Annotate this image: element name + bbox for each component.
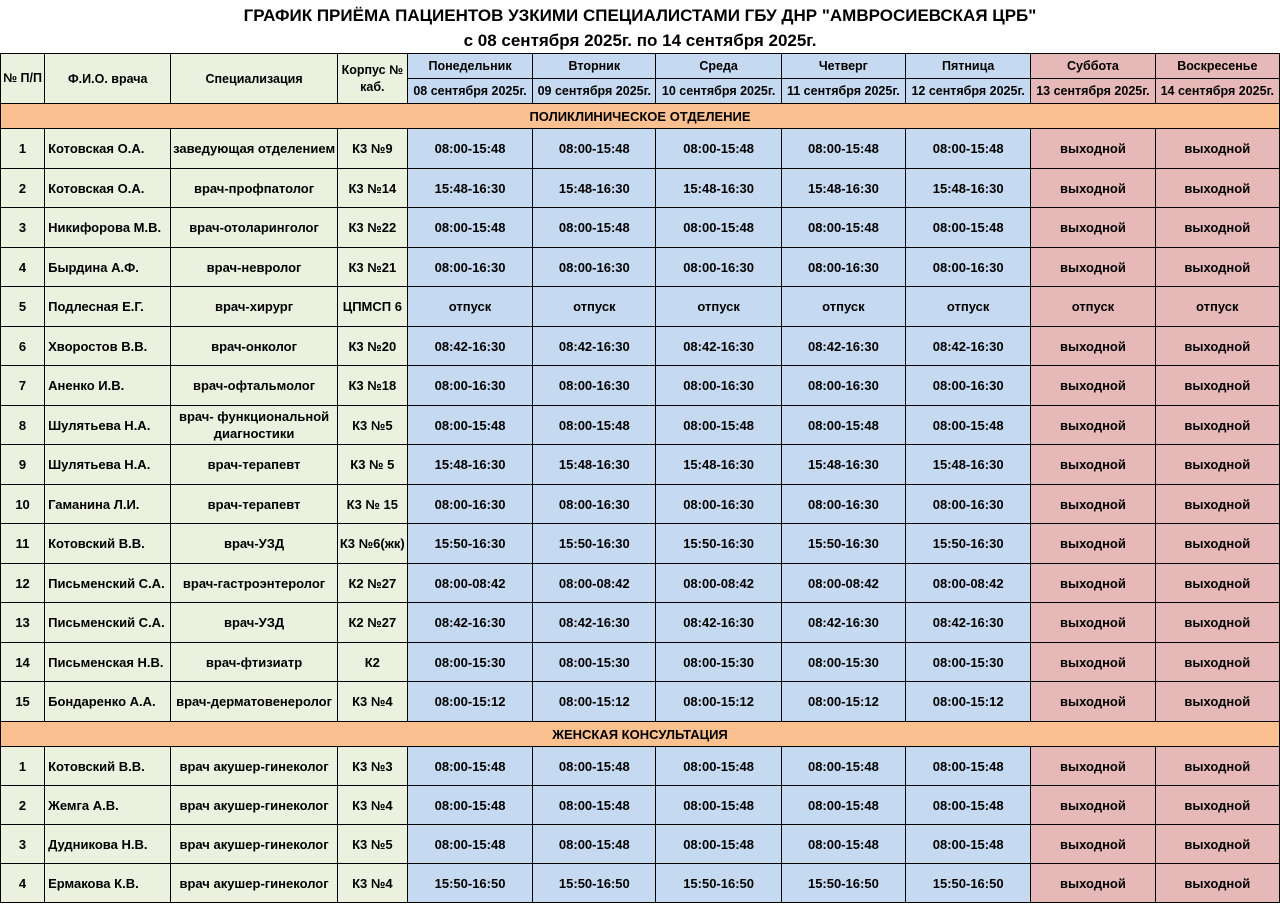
day-name: Четверг [818,59,868,73]
header-day [1155,54,1279,104]
schedule-cell: 08:00-15:48 [656,129,781,169]
schedule-cell: 08:00-15:48 [533,208,656,248]
room: К3 №21 [337,248,407,287]
table-row [1,825,1280,864]
specialization: врач акушер-гинеколог [171,786,337,825]
schedule-cell: 08:42-16:30 [656,603,781,643]
title-line-2: с 08 сентября 2025г. по 14 сентября 2025г. [463,31,817,50]
schedule-cell: выходной [1155,366,1279,406]
schedule-cell: 08:00-15:48 [906,129,1031,169]
schedule-cell: отпуск [781,287,905,327]
row-number: 5 [1,287,45,327]
schedule-cell: 08:00-15:48 [407,129,532,169]
specialization: врач-УЗД [171,524,337,564]
schedule-cell: 08:00-15:48 [906,406,1031,445]
day-date: 10 сентября 2025г. [656,78,780,103]
schedule-cell: 08:00-15:48 [781,825,905,864]
schedule-cell: отпуск [1031,287,1155,327]
schedule-cell: 08:42-16:30 [906,327,1031,366]
schedule-cell: выходной [1031,825,1155,864]
day-name: Вторник [568,59,621,73]
schedule-cell: выходной [1155,564,1279,603]
specialization: врач акушер-гинеколог [171,747,337,786]
header-fio: Ф.И.О. врача [45,54,171,104]
row-number: 3 [1,825,45,864]
doctor-name: Письменский С.А. [45,564,171,603]
schedule-cell: 08:00-15:48 [656,825,781,864]
room: К3 №22 [337,208,407,248]
schedule-cell: 08:00-15:48 [656,747,781,786]
doctor-name: Письменский С.А. [45,603,171,643]
schedule-cell: выходной [1031,445,1155,485]
room: К3 №20 [337,327,407,366]
schedule-cell: 08:00-16:30 [407,248,532,287]
schedule-cell: 08:00-15:48 [781,129,905,169]
doctor-name: Жемга А.В. [45,786,171,825]
schedule-cell: 08:00-08:42 [656,564,781,603]
schedule-cell: выходной [1031,603,1155,643]
day-date: 14 сентября 2025г. [1156,78,1279,103]
row-number: 7 [1,366,45,406]
schedule-cell: выходной [1155,524,1279,564]
schedule-cell: 08:00-15:12 [407,682,532,722]
schedule-cell: 15:48-16:30 [781,445,905,485]
schedule-cell: 08:00-15:48 [781,208,905,248]
schedule-cell: выходной [1155,327,1279,366]
doctor-name: Котовский В.В. [45,524,171,564]
schedule-cell: 08:00-15:12 [781,682,905,722]
schedule-cell: 08:00-15:48 [906,825,1031,864]
table-row [1,485,1280,524]
schedule-cell: выходной [1155,747,1279,786]
specialization: врач-дерматовенеролог [171,682,337,722]
schedule-cell: выходной [1031,366,1155,406]
schedule-cell: 08:00-15:48 [906,747,1031,786]
schedule-cell: 08:00-15:12 [533,682,656,722]
schedule-cell: выходной [1155,169,1279,208]
doctor-name: Никифорова М.В. [45,208,171,248]
schedule-cell: 08:00-16:30 [781,366,905,406]
doctor-name: Котовская О.А. [45,169,171,208]
table-row [1,524,1280,564]
schedule-cell: 08:00-15:48 [533,406,656,445]
room: К3 №9 [337,129,407,169]
room: К3 № 15 [337,485,407,524]
schedule-cell: 08:00-16:30 [906,485,1031,524]
schedule-cell: 15:48-16:30 [656,445,781,485]
row-number: 1 [1,129,45,169]
schedule-cell: выходной [1031,169,1155,208]
day-date: 09 сентября 2025г. [533,78,655,103]
row-number: 8 [1,406,45,445]
doctor-name: Подлесная Е.Г. [45,287,171,327]
specialization: врач-гастроэнтеролог [171,564,337,603]
header-spec: Специализация [171,54,337,104]
doctor-name: Шулятьева Н.А. [45,445,171,485]
specialization: врач-офтальмолог [171,366,337,406]
specialization: врач-профпатолог [171,169,337,208]
schedule-cell: выходной [1155,406,1279,445]
room: К2 №27 [337,603,407,643]
schedule-cell: 15:50-16:30 [533,524,656,564]
table-row [1,208,1280,248]
table-row [1,287,1280,327]
schedule-cell: выходной [1155,445,1279,485]
schedule-body [1,104,1280,903]
table-row [1,786,1280,825]
schedule-cell: выходной [1155,129,1279,169]
row-number: 1 [1,747,45,786]
section-title: ПОЛИКЛИНИЧЕСКОЕ ОТДЕЛЕНИЕ [1,104,1280,129]
schedule-cell: выходной [1031,747,1155,786]
schedule-cell: 08:00-15:48 [407,825,532,864]
schedule-cell: выходной [1031,248,1155,287]
schedule-cell: 15:50-16:50 [906,864,1031,903]
day-date: 08 сентября 2025г. [408,78,532,103]
row-number: 9 [1,445,45,485]
header-day [1031,54,1155,104]
schedule-cell: 08:00-16:30 [656,248,781,287]
schedule-cell: выходной [1155,208,1279,248]
schedule-cell: 08:00-08:42 [906,564,1031,603]
doctor-name: Хворостов В.В. [45,327,171,366]
schedule-cell: выходной [1031,682,1155,722]
day-name: Воскресенье [1177,59,1258,73]
schedule-title [0,0,1280,52]
schedule-cell: 08:00-15:30 [407,643,532,682]
schedule-cell: 08:00-16:30 [906,248,1031,287]
row-number: 2 [1,786,45,825]
schedule-cell: 08:00-15:12 [906,682,1031,722]
schedule-cell: отпуск [656,287,781,327]
row-number: 4 [1,248,45,287]
doctor-name: Бырдина А.Ф. [45,248,171,287]
schedule-cell: 15:50-16:50 [781,864,905,903]
row-number: 12 [1,564,45,603]
section-title: ЖЕНСКАЯ КОНСУЛЬТАЦИЯ [1,722,1280,747]
table-row [1,682,1280,722]
schedule-cell: выходной [1155,248,1279,287]
schedule-cell: 15:48-16:30 [407,169,532,208]
schedule-cell: 08:00-15:48 [781,786,905,825]
schedule-cell: 15:50-16:30 [407,524,532,564]
schedule-cell: 08:00-08:42 [407,564,532,603]
section-header-row [1,722,1280,747]
doctor-name: Письменская Н.В. [45,643,171,682]
schedule-cell: 08:42-16:30 [656,327,781,366]
room: К3 №5 [337,825,407,864]
room: К3 №6(жк) [337,524,407,564]
schedule-cell: выходной [1155,825,1279,864]
schedule-cell: 15:50-16:30 [656,524,781,564]
schedule-table [0,53,1280,903]
specialization: врач акушер-гинеколог [171,864,337,903]
schedule-cell: выходной [1031,327,1155,366]
table-row [1,643,1280,682]
doctor-name: Ермакова К.В. [45,864,171,903]
table-row [1,327,1280,366]
row-number: 3 [1,208,45,248]
day-name: Суббота [1067,59,1119,73]
doctor-name: Шулятьева Н.А. [45,406,171,445]
title-line-1: ГРАФИК ПРИЁМА ПАЦИЕНТОВ УЗКИМИ СПЕЦИАЛИСТАМИ ГБУ ДНР "АМВРОСИЕВСКАЯ ЦРБ" [243,6,1037,25]
specialization: врач-терапевт [171,445,337,485]
row-number: 11 [1,524,45,564]
day-date: 12 сентября 2025г. [906,78,1030,103]
schedule-cell: выходной [1031,564,1155,603]
schedule-cell: отпуск [533,287,656,327]
schedule-cell: 08:00-15:30 [656,643,781,682]
schedule-cell: 08:00-15:48 [781,747,905,786]
schedule-cell: 15:48-16:30 [533,169,656,208]
doctor-name: Дудникова Н.В. [45,825,171,864]
day-name: Пятница [941,59,995,73]
table-row [1,445,1280,485]
specialization: врач-УЗД [171,603,337,643]
schedule-cell: 08:00-16:30 [407,366,532,406]
schedule-cell: 15:48-16:30 [906,445,1031,485]
row-number: 13 [1,603,45,643]
schedule-cell: выходной [1031,129,1155,169]
schedule-cell: 15:48-16:30 [533,445,656,485]
room: К2 [337,643,407,682]
schedule-cell: 08:00-15:48 [533,825,656,864]
room: К3 №14 [337,169,407,208]
schedule-cell: выходной [1155,682,1279,722]
schedule-cell: 08:00-16:30 [407,485,532,524]
header-day [407,54,532,104]
row-number: 2 [1,169,45,208]
schedule-cell: 08:00-15:48 [533,786,656,825]
doctor-name: Аненко И.В. [45,366,171,406]
day-date: 11 сентября 2025г. [782,78,905,103]
table-row [1,169,1280,208]
schedule-cell: выходной [1155,864,1279,903]
schedule-cell: 08:42-16:30 [407,603,532,643]
schedule-cell: 08:00-16:30 [906,366,1031,406]
header-day [656,54,781,104]
schedule-cell: выходной [1155,643,1279,682]
schedule-cell: 08:00-15:48 [906,786,1031,825]
room: ЦПМСП 6 [337,287,407,327]
schedule-cell: 08:00-15:48 [906,208,1031,248]
room: К3 № 5 [337,445,407,485]
schedule-cell: 08:00-15:48 [656,208,781,248]
table-row [1,603,1280,643]
doctor-name: Гаманина Л.И. [45,485,171,524]
table-row [1,366,1280,406]
doctor-name: Котовская О.А. [45,129,171,169]
schedule-cell: 08:42-16:30 [781,603,905,643]
schedule-cell: 08:00-16:30 [533,248,656,287]
schedule-cell: 08:00-16:30 [781,485,905,524]
doctor-name: Котовский В.В. [45,747,171,786]
schedule-cell: 08:00-15:48 [407,406,532,445]
schedule-cell: 08:42-16:30 [533,603,656,643]
section-header-row [1,104,1280,129]
schedule-cell: 08:00-15:48 [533,129,656,169]
schedule-cell: 08:00-15:48 [407,786,532,825]
room: К3 №5 [337,406,407,445]
row-number: 15 [1,682,45,722]
table-row [1,129,1280,169]
schedule-cell: выходной [1031,208,1155,248]
schedule-cell: 15:50-16:30 [781,524,905,564]
schedule-cell: 15:50-16:50 [533,864,656,903]
header-day [906,54,1031,104]
schedule-cell: выходной [1031,485,1155,524]
schedule-cell: выходной [1031,406,1155,445]
schedule-cell: 08:42-16:30 [533,327,656,366]
header-row [1,54,1280,104]
specialization: врач-отоларинголог [171,208,337,248]
day-name: Среда [699,59,738,73]
schedule-cell: отпуск [1155,287,1279,327]
schedule-cell: выходной [1031,786,1155,825]
table-row [1,564,1280,603]
schedule-cell: выходной [1155,603,1279,643]
schedule-cell: 08:42-16:30 [407,327,532,366]
specialization: врач-фтизиатр [171,643,337,682]
specialization: врач-невролог [171,248,337,287]
header-day [533,54,656,104]
header-num: № П/П [1,54,45,104]
schedule-cell: выходной [1031,643,1155,682]
schedule-cell: отпуск [906,287,1031,327]
schedule-cell: 08:00-08:42 [533,564,656,603]
schedule-cell: 08:00-15:30 [533,643,656,682]
schedule-cell: 08:00-08:42 [781,564,905,603]
table-row [1,406,1280,445]
schedule-cell: 08:00-15:30 [906,643,1031,682]
schedule-cell: выходной [1031,524,1155,564]
table-row [1,747,1280,786]
specialization: врач-онколог [171,327,337,366]
header-room: Корпус № каб. [337,54,407,104]
doctor-name: Бондаренко А.А. [45,682,171,722]
schedule-cell: 08:00-15:48 [533,747,656,786]
schedule-cell: отпуск [407,287,532,327]
row-number: 6 [1,327,45,366]
schedule-cell: 15:48-16:30 [407,445,532,485]
schedule-cell: 08:42-16:30 [781,327,905,366]
schedule-cell: выходной [1031,864,1155,903]
specialization: врач-хирург [171,287,337,327]
specialization: врач-терапевт [171,485,337,524]
day-date: 13 сентября 2025г. [1031,78,1154,103]
schedule-cell: 08:00-15:12 [656,682,781,722]
table-row [1,864,1280,903]
specialization: врач акушер-гинеколог [171,825,337,864]
room: К2 №27 [337,564,407,603]
schedule-cell: 08:00-15:48 [407,208,532,248]
room: К3 №4 [337,682,407,722]
schedule-cell: 15:48-16:30 [656,169,781,208]
specialization: заведующая отделением [171,129,337,169]
schedule-cell: 08:00-16:30 [656,366,781,406]
schedule-cell: 08:00-16:30 [533,366,656,406]
row-number: 14 [1,643,45,682]
room: К3 №4 [337,786,407,825]
schedule-cell: 08:00-15:30 [781,643,905,682]
schedule-cell: 15:50-16:30 [906,524,1031,564]
schedule-cell: 08:00-15:48 [656,786,781,825]
schedule-cell: 15:48-16:30 [906,169,1031,208]
schedule-cell: 08:00-16:30 [656,485,781,524]
schedule-cell: 08:00-16:30 [781,248,905,287]
schedule-cell: 15:48-16:30 [781,169,905,208]
row-number: 4 [1,864,45,903]
schedule-cell: 15:50-16:50 [407,864,532,903]
room: К3 №3 [337,747,407,786]
schedule-cell: выходной [1155,485,1279,524]
room: К3 №18 [337,366,407,406]
table-row [1,248,1280,287]
schedule-cell: 08:00-16:30 [533,485,656,524]
room: К3 №4 [337,864,407,903]
schedule-cell: 08:00-15:48 [781,406,905,445]
row-number: 10 [1,485,45,524]
schedule-cell: 08:00-15:48 [656,406,781,445]
schedule-cell: 08:00-15:48 [407,747,532,786]
schedule-cell: 15:50-16:50 [656,864,781,903]
schedule-cell: 08:42-16:30 [906,603,1031,643]
day-name: Понедельник [428,59,512,73]
specialization: врач- функциональной диагностики [171,406,337,445]
header-day [781,54,905,104]
schedule-cell: выходной [1155,786,1279,825]
